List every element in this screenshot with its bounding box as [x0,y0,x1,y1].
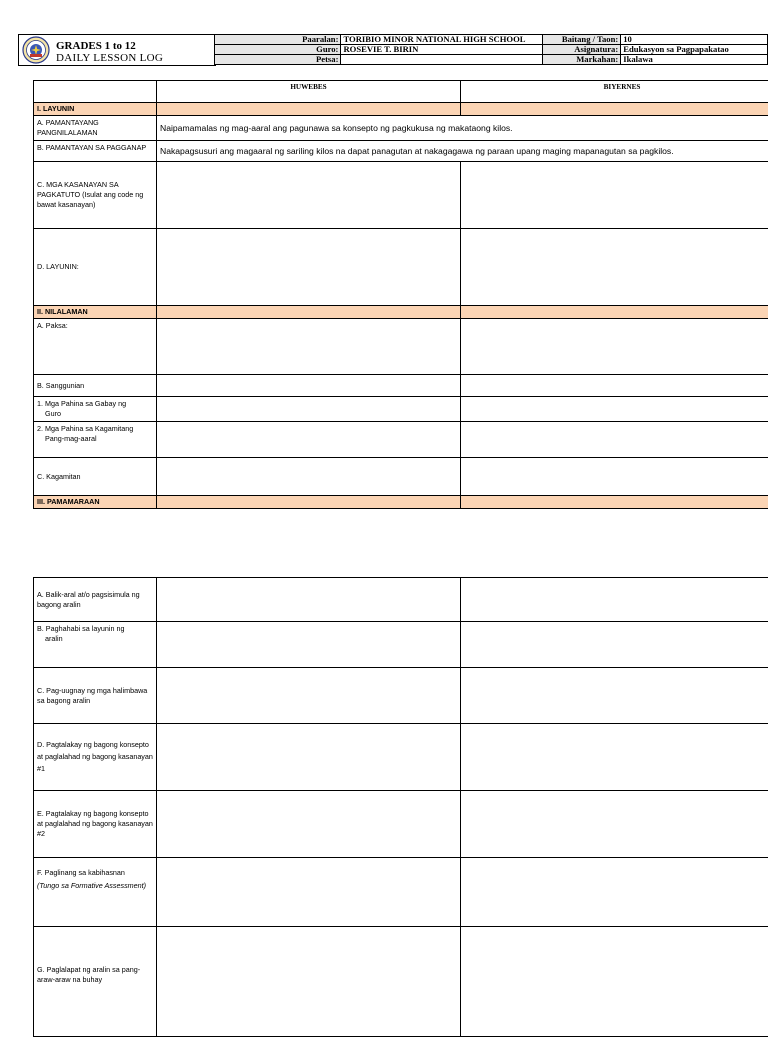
cell-sanggunian-biyernes[interactable] [461,375,768,397]
value-pamantayan-sa-pagganap: Nakapagsusuri ang magaaral ng sariling kilos na dapat panagutan at nakagagawa ng paraan upang maging mapanagutan sa pagkilos. [157,141,768,162]
label-balik-aral: A. Balik-aral at/o pagsisimula ng bagong aralin [34,578,157,622]
asignatura-label: Asignatura: [543,45,621,55]
label-pagtalakay-2: E. Pagtalakay ng bagong konsepto at paglalahad ng bagong kasanayan #2 [34,791,157,858]
cell-paglalapat-huwebes[interactable] [157,927,461,1037]
school-info-table [214,34,768,65]
cell-gabay-guro-biyernes[interactable] [461,397,768,422]
paaralan-label: Paaralan: [215,35,341,45]
petsa-value [341,55,543,65]
markahan-label: Markahan: [543,55,621,65]
cell-layunin-biyernes[interactable] [461,229,768,306]
cell-balik-aral-huwebes[interactable] [157,578,461,622]
section-layunin: I. LAYUNIN [34,103,157,116]
cell-paglinang-huwebes[interactable] [157,858,461,927]
cell-pag-uugnay-huwebes[interactable] [157,668,461,724]
label-pag-uugnay: C. Pag-uugnay ng mga halimbawa sa bagong aralin [34,668,157,724]
deped-seal-icon [22,36,50,64]
asignatura-value: Edukasyon sa Pagpapakatao [621,45,768,55]
title-grades: GRADES 1 to 12 [56,40,136,52]
cell-balik-aral-biyernes[interactable] [461,578,768,622]
cell-kagamitan-huwebes[interactable] [157,458,461,496]
lesson-log-table-lower [33,577,768,1037]
cell-paghahabi-huwebes[interactable] [157,622,461,668]
cell-kagamitan-biyernes[interactable] [461,458,768,496]
cell-pagtalakay-2-biyernes[interactable] [461,791,768,858]
label-pahina-kagamitang: 2. Mga Pahina sa Kagamitang Pang-mag-aaral [34,422,157,458]
lesson-log-table-upper [33,80,768,509]
label-kagamitan: C. Kagamitan [34,458,157,496]
cell-kasanayan-huwebes[interactable] [157,162,461,229]
cell-paglalapat-biyernes[interactable] [461,927,768,1037]
guro-label: Guro: [215,45,341,55]
cell-sanggunian-huwebes[interactable] [157,375,461,397]
cell-gabay-guro-huwebes[interactable] [157,397,461,422]
title-box [18,34,216,66]
cell-paglinang-biyernes[interactable] [461,858,768,927]
label-sanggunian: B. Sanggunian [34,375,157,397]
cell-kagamitang-biyernes[interactable] [461,422,768,458]
cell-pagtalakay-1-huwebes[interactable] [157,724,461,791]
petsa-label: Petsa: [215,55,341,65]
cell-paksa-huwebes[interactable] [157,319,461,375]
markahan-value: Ikalawa [621,55,768,65]
paaralan-value: TORIBIO MINOR NATIONAL HIGH SCHOOL [341,35,543,45]
label-pamantayan-sa-pagganap: B. PAMANTAYAN SA PAGGANAP [34,141,157,162]
label-paglinang: F. Paglinang sa kabihasnan (Tungo sa Formative Assessment) [34,858,157,927]
title-daily-lesson-log: DAILY LESSON LOG [56,52,163,64]
label-paglalapat: G. Paglalapat ng aralin sa pang-araw-araw na buhay [34,927,157,1037]
cell-pag-uugnay-biyernes[interactable] [461,668,768,724]
column-header-biyernes: BIYERNES [461,81,768,103]
label-pamantayang-pangnilalaman: A. PAMANTAYANG PANGNILALAMAN [34,116,157,141]
value-pamantayang-pangnilalaman: Naipamamalas ng mag-aaral ang pagunawa sa konsepto ng pagkukusa ng makataong kilos. [157,116,768,141]
label-pahina-gabay-guro: 1. Mga Pahina sa Gabay ng Guro [34,397,157,422]
baitang-label: Baitang / Taon: [543,35,621,45]
label-paksa: A. Paksa: [34,319,157,375]
baitang-value: 10 [621,35,768,45]
guro-value: ROSEVIE T. BIRIN [341,45,543,55]
section-pamamaraan: III. PAMAMARAAN [34,496,157,509]
label-layunin: D. LAYUNIN: [34,229,157,306]
section-nilalaman: II. NILALAMAN [34,306,157,319]
column-header-huwebes: HUWEBES [157,81,461,103]
cell-paghahabi-biyernes[interactable] [461,622,768,668]
lesson-log-header [18,34,768,66]
cell-pagtalakay-1-biyernes[interactable] [461,724,768,791]
label-mga-kasanayan: C. MGA KASANAYAN SA PAGKATUTO (Isulat ang code ng bawat kasanayan) [34,162,157,229]
cell-kagamitang-huwebes[interactable] [157,422,461,458]
label-paghahabi: B. Paghahabi sa layunin ng aralin [34,622,157,668]
cell-paksa-biyernes[interactable] [461,319,768,375]
cell-layunin-huwebes[interactable] [157,229,461,306]
blank-corner-cell [34,81,157,103]
cell-kasanayan-biyernes[interactable] [461,162,768,229]
label-pagtalakay-1: D. Pagtalakay ng bagong konsepto at paglalahad ng bagong kasanayan #1 [34,724,157,791]
cell-pagtalakay-2-huwebes[interactable] [157,791,461,858]
